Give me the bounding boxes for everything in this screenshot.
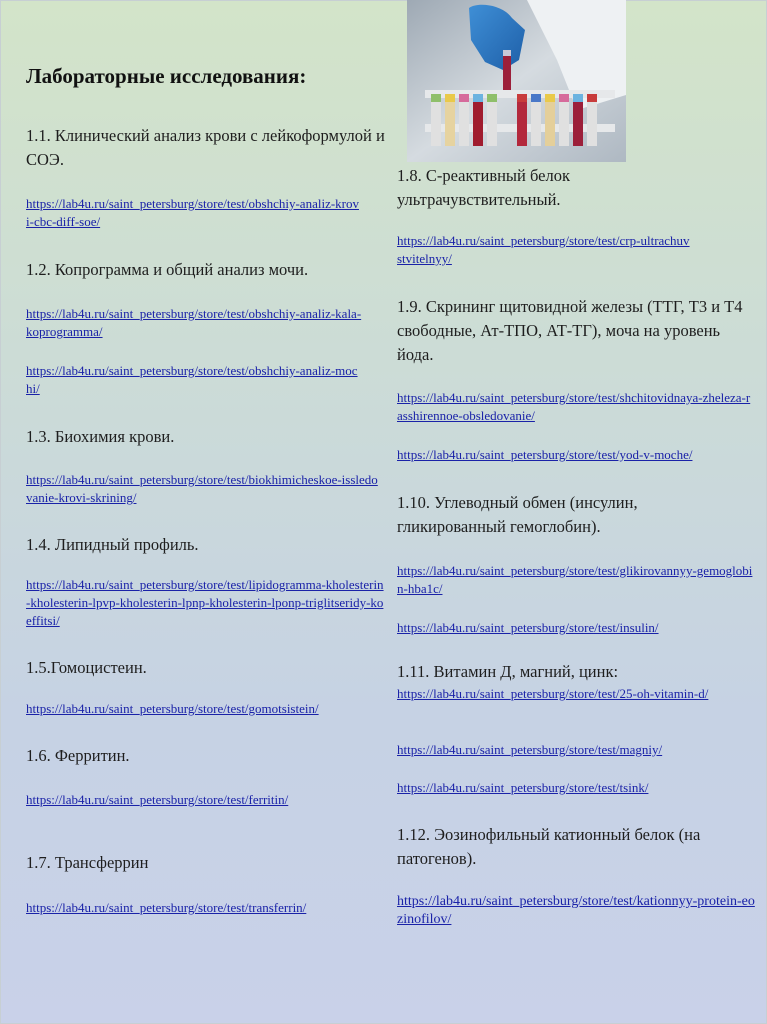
item-1-10-heading: 1.10. Углеводный обмен (инсулин, гликированный гемоглобин). <box>397 493 638 536</box>
item-1-11-link-zinc[interactable]: https://lab4u.ru/saint_petersburg/store/test/tsink/ <box>397 780 649 795</box>
item-1-6-link[interactable]: https://lab4u.ru/saint_petersburg/store/test/ferritin/ <box>26 792 289 807</box>
item-1-8-link[interactable]: https://lab4u.ru/saint_petersburg/store/test/crp-ultrachuvstvitelnyy/ <box>397 233 690 266</box>
item-1-5-heading: 1.5.Гомоцистеин. <box>26 658 147 677</box>
item-1-12-heading: 1.12. Эозинофильный катионный белок (на патогенов). <box>397 825 701 868</box>
item-1-10-link-insulin[interactable]: https://lab4u.ru/saint_petersburg/store/test/insulin/ <box>397 620 659 635</box>
item-1-10-link-hba1c[interactable]: https://lab4u.ru/saint_petersburg/store/test/glikirovannyy-gemoglobin-hba1c/ <box>397 563 753 596</box>
item-1-2-link-koprogramma[interactable]: https://lab4u.ru/saint_petersburg/store/test/obshchiy-analiz-kala-koprogramma/ <box>26 306 362 339</box>
item-1-2-heading: 1.2. Копрограмма и общий анализ мочи. <box>26 260 309 279</box>
item-1-11-heading: 1.11. Витамин Д, магний, цинк: <box>397 662 619 681</box>
item-1-3-heading: 1.3. Биохимия крови. <box>26 427 175 446</box>
item-1-4-heading: 1.4. Липидный профиль. <box>26 535 199 554</box>
item-1-11-link-vitamin-d[interactable]: https://lab4u.ru/saint_petersburg/store/test/25-oh-vitamin-d/ <box>397 686 709 701</box>
item-1-1-link[interactable]: https://lab4u.ru/saint_petersburg/store/test/obshchiy-analiz-krovi-cbc-diff-soe/ <box>26 196 359 229</box>
item-1-7-link[interactable]: https://lab4u.ru/saint_petersburg/store/test/transferrin/ <box>26 900 307 915</box>
item-1-5-link[interactable]: https://lab4u.ru/saint_petersburg/store/test/gomotsistein/ <box>26 701 319 716</box>
item-1-8-heading: 1.8. С-реактивный белок ультрачувствительный. <box>397 166 570 209</box>
lab-test-tubes-photo <box>407 0 626 162</box>
item-1-3-link[interactable]: https://lab4u.ru/saint_petersburg/store/test/biokhimicheskoe-issledovanie-krovi-skrining/ <box>26 472 378 505</box>
item-1-6-heading: 1.6. Ферритин. <box>26 746 130 765</box>
item-1-11-link-magnesium[interactable]: https://lab4u.ru/saint_petersburg/store/test/magniy/ <box>397 742 663 757</box>
item-1-2-link-mochi[interactable]: https://lab4u.ru/saint_petersburg/store/test/obshchiy-analiz-mochi/ <box>26 363 358 396</box>
item-1-12-link[interactable]: https://lab4u.ru/saint_petersburg/store/test/kationnyy-protein-eozinofilov/ <box>397 894 755 927</box>
page-title: Лабораторные исследования: <box>26 64 307 88</box>
item-1-9-heading: 1.9. Скрининг щитовидной железы (ТТГ, Т3 и Т4 свободные, Ат-ТПО, АТ-ТГ), моча на уровень йода. <box>397 297 743 364</box>
item-1-1-heading: 1.1. Клинический анализ крови с лейкоформулой и СОЭ. <box>26 126 385 169</box>
item-1-4-link[interactable]: https://lab4u.ru/saint_petersburg/store/test/lipidogramma-kholesterin-kholesterin-lpvp-kholesterin-lpnp-kholesterin-lponp-triglitseridy-koeffitsi/ <box>26 577 384 628</box>
item-1-7-heading: 1.7. Трансферрин <box>26 853 149 872</box>
item-1-9-link-iodine[interactable]: https://lab4u.ru/saint_petersburg/store/test/yod-v-moche/ <box>397 447 693 462</box>
item-1-9-link-thyroid[interactable]: https://lab4u.ru/saint_petersburg/store/test/shchitovidnaya-zheleza-rasshirennoe-obsledovanie/ <box>397 390 751 423</box>
